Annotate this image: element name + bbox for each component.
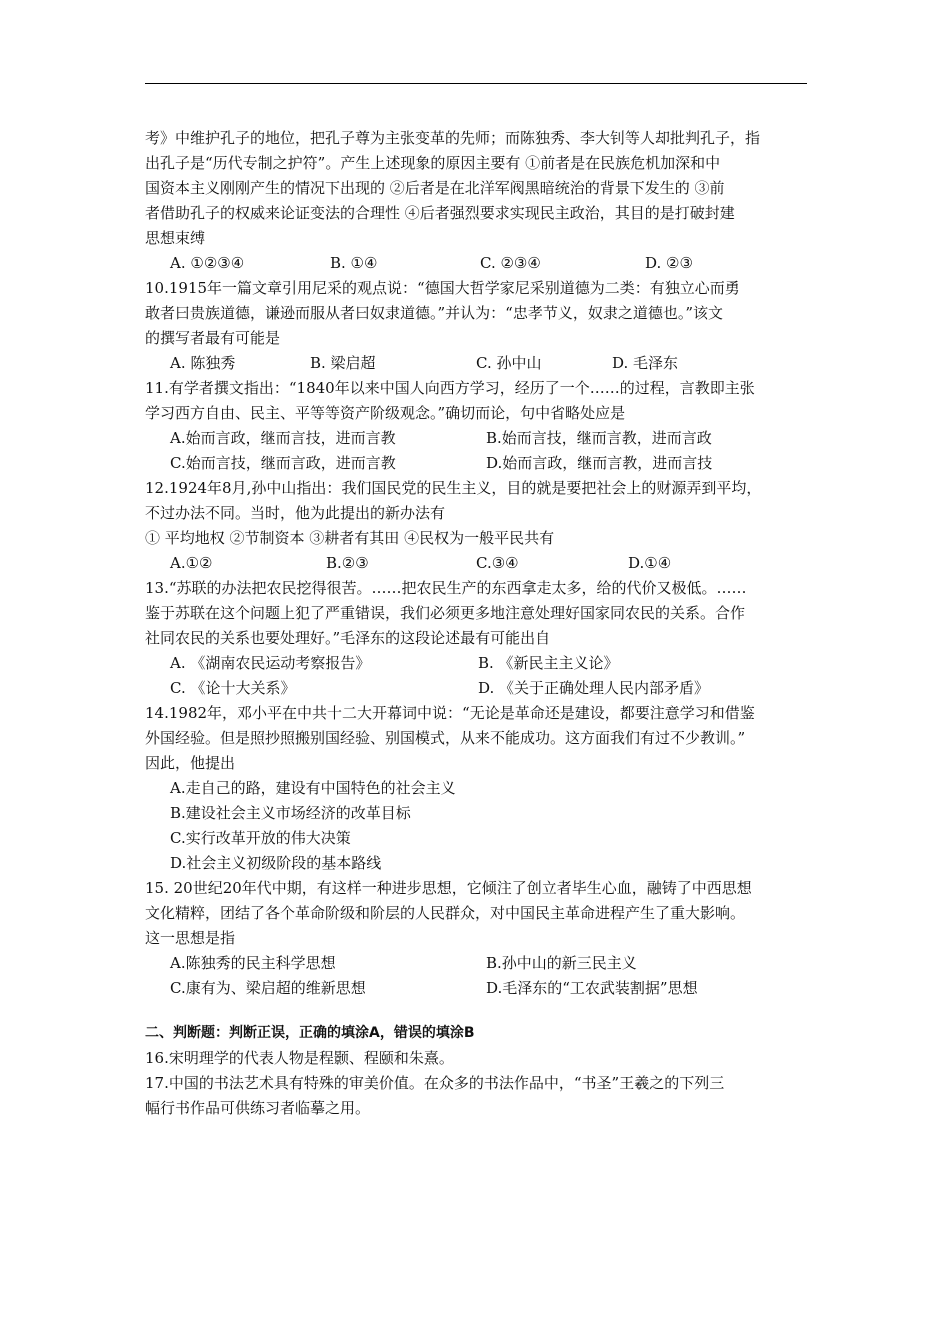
option-a: A. 陈独秀 bbox=[170, 354, 236, 372]
option-b: B.②③ bbox=[326, 554, 369, 572]
option-d: D.始而言政，继而言教，进而言技 bbox=[486, 454, 713, 472]
option-d: D. 《关于正确处理人民内部矛盾》 bbox=[478, 679, 710, 697]
question-text-line: 15. 20世纪20年代中期，有这样一种进步思想，它倾注了创立者毕生心血，融铸了中西思想 bbox=[145, 879, 752, 897]
section-spacer bbox=[145, 1001, 810, 1021]
option-b: B. ①④ bbox=[330, 254, 378, 272]
question-text-line: 社同农民的关系也要处理好。”毛泽东的这段论述最有可能出自 bbox=[145, 629, 551, 647]
option-a: A. 《湖南农民运动考察报告》 bbox=[170, 654, 371, 672]
option-c: C.实行改革开放的伟大决策 bbox=[170, 829, 351, 847]
question-17-line: 幅行书作品可供练习者临摹之用。 bbox=[145, 1099, 371, 1117]
question-text-line: 学习西方自由、民主、平等等资产阶级观念。”确切而论，句中省略处应是 bbox=[145, 404, 626, 422]
options-row bbox=[145, 976, 810, 1001]
option-d: D.社会主义初级阶段的基本路线 bbox=[170, 854, 382, 872]
question-17-line: 17.中国的书法艺术具有特殊的审美价值。在众多的书法作品中，“书圣”王羲之的下列三 bbox=[145, 1074, 725, 1092]
options-row bbox=[145, 651, 810, 676]
option-c: C.康有为、梁启超的维新思想 bbox=[170, 979, 366, 997]
options-row bbox=[145, 451, 810, 476]
option-b: B. 《新民主主义论》 bbox=[478, 654, 619, 672]
option-b: B.孙中山的新三民主义 bbox=[486, 954, 637, 972]
option-a: A.陈独秀的民主科学思想 bbox=[170, 954, 336, 972]
question-15 bbox=[145, 876, 810, 1001]
question-text-line: 敢者曰贵族道德，谦逊而服从者曰奴隶道德。”并认为：“忠孝节义，奴隶之道德也。”该文 bbox=[145, 304, 724, 322]
option-a: A.始而言政，继而言技，进而言教 bbox=[170, 429, 396, 447]
question-text-line: 14.1982年，邓小平在中共十二大开幕词中说：“无论是革命还是建设，都要注意学习和借鉴 bbox=[145, 704, 755, 722]
question-text-line: 出孔子是“历代专制之护符”。产生上述现象的原因主要有 ①前者是在民族危机加深和中 bbox=[145, 154, 721, 172]
question-9 bbox=[145, 126, 810, 276]
question-16: 16.宋明理学的代表人物是程颢、程颐和朱熹。 bbox=[145, 1049, 454, 1067]
question-text-line: 10.1915年一篇文章引用尼采的观点说：“德国大哲学家尼采别道德为二类：有独立心而勇 bbox=[145, 279, 740, 297]
option-b: B.始而言技，继而言教，进而言政 bbox=[486, 429, 712, 447]
question-text-line: 12.1924年8月,孙中山指出：我们国民党的民生主义，目的就是要把社会上的财源弄到平均， bbox=[145, 479, 762, 497]
options-row bbox=[145, 351, 810, 376]
question-11 bbox=[145, 376, 810, 476]
question-text-line: 因此，他提出 bbox=[145, 754, 236, 772]
option-c: C.始而言技，继而言政，进而言教 bbox=[170, 454, 396, 472]
question-text-line: 不过办法不同。当时，他为此提出的新办法有 bbox=[145, 504, 446, 522]
option-d: D.毛泽东的“工农武装割据”思想 bbox=[486, 979, 698, 997]
option-b: B.建设社会主义市场经济的改革目标 bbox=[170, 804, 411, 822]
header-rule bbox=[145, 83, 807, 84]
section-heading: 二、判断题：判断正误，正确的填涂A，错误的填涂B bbox=[145, 1025, 475, 1041]
option-c: C. ②③④ bbox=[480, 254, 541, 272]
option-c: C. 《论十大关系》 bbox=[170, 679, 296, 697]
option-b: B. 梁启超 bbox=[310, 354, 376, 372]
option-a: A.走自己的路，建设有中国特色的社会主义 bbox=[170, 779, 456, 797]
question-text-line: 文化精粹，团结了各个革命阶级和阶层的人民群众，对中国民主革命进程产生了重大影响。 bbox=[145, 904, 746, 922]
options-row bbox=[145, 551, 810, 576]
option-d: D. 毛泽东 bbox=[612, 354, 679, 372]
question-text-line: 这一思想是指 bbox=[145, 929, 236, 947]
question-text-line: 13.“苏联的办法把农民挖得很苦。……把农民生产的东西拿走太多，给的代价又极低。…… bbox=[145, 579, 747, 597]
question-10 bbox=[145, 276, 810, 376]
exam-page-content bbox=[145, 126, 810, 1121]
options-row bbox=[145, 426, 810, 451]
options-row bbox=[145, 251, 810, 276]
option-d: D.①④ bbox=[628, 554, 672, 572]
section-2 bbox=[145, 1021, 810, 1121]
question-text-line: 鉴于苏联在这个问题上犯了严重错误，我们必须更多地注意处理好国家同农民的关系。合作 bbox=[145, 604, 746, 622]
question-text-line: ① 平均地权 ②节制资本 ③耕者有其田 ④民权为一般平民共有 bbox=[145, 529, 555, 547]
options-row bbox=[145, 676, 810, 701]
option-d: D. ②③ bbox=[645, 254, 693, 272]
option-a: A. ①②③④ bbox=[170, 254, 245, 272]
option-c: C.③④ bbox=[476, 554, 519, 572]
question-14 bbox=[145, 701, 810, 876]
question-12 bbox=[145, 476, 810, 576]
options-row bbox=[145, 951, 810, 976]
question-text-line: 的撰写者最有可能是 bbox=[145, 329, 281, 347]
question-text-line: 考》中维护孔子的地位，把孔子尊为主张变革的先师；而陈独秀、李大钊等人却批判孔子，指 bbox=[145, 129, 761, 147]
question-text-line: 国资本主义刚刚产生的情况下出现的 ②后者是在北洋军阀黑暗统治的背景下发生的 ③前 bbox=[145, 179, 725, 197]
option-a: A.①② bbox=[170, 554, 213, 572]
question-text-line: 外国经验。但是照抄照搬别国经验、别国模式，从来不能成功。这方面我们有过不少教训。” bbox=[145, 729, 746, 747]
question-text-line: 者借助孔子的权威来论证变法的合理性 ④后者强烈要求实现民主政治，其目的是打破封建 bbox=[145, 204, 735, 222]
question-text-line: 思想束缚 bbox=[145, 229, 206, 247]
option-c: C. 孙中山 bbox=[476, 354, 542, 372]
question-text-line: 11.有学者撰文指出：“1840年以来中国人向西方学习，经历了一个……的过程，言教即主张 bbox=[145, 379, 755, 397]
question-13 bbox=[145, 576, 810, 701]
